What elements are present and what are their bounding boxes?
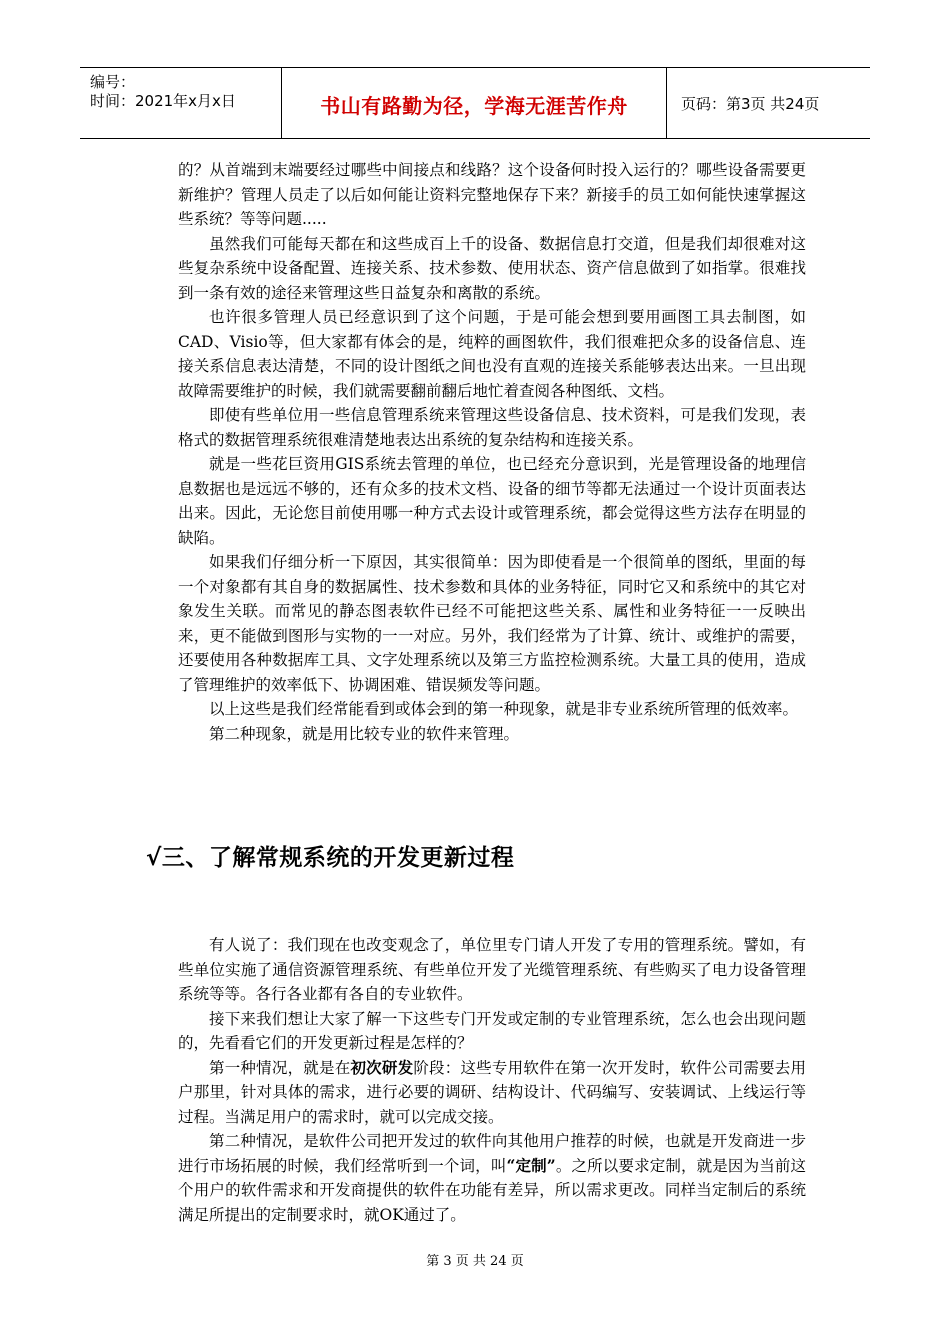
emphasis-customization: “定制” xyxy=(506,1155,556,1175)
body-section-2 xyxy=(178,933,806,1227)
emphasis-initial-development: 初次研发 xyxy=(350,1057,414,1077)
header-page-info: 页码：第3页 共24页 xyxy=(681,95,820,113)
paragraph-text: 第二种情况，是软件公司把开发过的软件向其他用户推荐的时候，也就是开发商进一步进行市场拓展的时候，我们经常听到一个词，叫 xyxy=(178,1132,806,1175)
paragraph: 也许很多管理人员已经意识到了这个问题，于是可能会想到要用画图工具去制图，如CAD、Visio等，但大家都有体会的是，纯粹的画图软件，我们很难把众多的设备信息、连接关系信息表达清楚，不同的设计图纸之间也没有直观的连接关系能够表达出来。一旦出现故障需要维护的时候，我们就需要翻前翻后地忙着查阅各种图纸、文档。 xyxy=(178,308,806,400)
header-motto: 书山有路勤为径，学海无涯苦作舟 xyxy=(320,94,628,118)
paragraph: 第二种现象，就是用比较专业的软件来管理。 xyxy=(209,724,520,743)
paragraph: 的？从首端到末端要经过哪些中间接点和线路？这个设备何时投入运行的？哪些设备需要更新维护？管理人员走了以后如何能让资料完整地保存下来？新接手的员工如何能快速掌握这些系统？等等问题..... xyxy=(178,161,806,228)
paragraph-text: 阶段：这些专用软件在第一次开发时，软件公司需要去用户那里，针对具体的需求，进行必要的调研、结构设计、代码编写、安装调试、上线运行等过程。当满足用户的需求时，就可以完成交接。 xyxy=(178,1058,806,1126)
paragraph-text: 第一种情况，就是在 xyxy=(209,1058,351,1077)
paragraph: 以上这些是我们经常能看到或体会到的第一种现象，就是非专业系统所管理的低效率。 xyxy=(209,700,799,718)
paragraph-text: 。之所以要求定制，就是因为当前这个用户的软件需求和开发商提供的软件在功能有差异，所以需求更改。同样当定制后的系统满足所提出的定制要求时，就OK通过了。 xyxy=(178,1156,806,1224)
paragraph: 如果我们仔细分析一下原因，其实很简单：因为即使看是一个很简单的图纸，里面的每一个对象都有其自身的数据属性、技术参数和具体的业务特征，同时它又和系统中的其它对象发生关联。而常见的静态图表软件已经不可能把这些关系、属性和业务特征一一反映出来，更不能做到图形与实物的一一对应。另外，我们经常为了计算、统计、或维护的需要，还要使用各种数据库工具、文字处理系统以及第三方监控检测系统。大量工具的使用，造成了管理维护的效率低下、协调困难、错误频发等问题。 xyxy=(178,553,806,694)
header-left-cell xyxy=(80,68,282,138)
page-footer: 第 3 页 共 24 页 xyxy=(426,1254,524,1269)
paragraph xyxy=(178,1056,806,1130)
header-page-cell xyxy=(667,68,870,138)
page-header xyxy=(80,67,870,139)
date-label: 时间：2021年x月x日 xyxy=(90,92,236,110)
paragraph: 有人说了：我们现在也改变观念了，单位里专门请人开发了专用的管理系统。譬如，有些单位实施了通信资源管理系统、有些单位开发了光缆管理系统、有些购买了电力设备管理系统等等。各行各业都有各自的专业软件。 xyxy=(178,936,806,1003)
section-heading: √三、了解常规系统的开发更新过程 xyxy=(146,845,515,871)
paragraph: 即使有些单位用一些信息管理系统来管理这些设备信息、技术资料，可是我们发现，表格式的数据管理系统很难清楚地表达出系统的复杂结构和连接关系。 xyxy=(178,406,806,449)
paragraph: 接下来我们想让大家了解一下这些专门开发或定制的专业管理系统，怎么也会出现问题的，先看看它们的开发更新过程是怎样的？ xyxy=(178,1009,806,1052)
paragraph xyxy=(178,1129,806,1227)
paragraph: 虽然我们可能每天都在和这些成百上千的设备、数据信息打交道，但是我们却很难对这些复杂系统中设备配置、连接关系、技术参数、使用状态、资产信息做到了如指掌。很难找到一条有效的途径来管理这些日益复杂和离散的系统。 xyxy=(178,234,806,302)
header-motto-cell xyxy=(282,68,667,138)
paragraph: 就是一些花巨资用GIS系统去管理的单位，也已经充分意识到，光是管理设备的地理信息数据也是远远不够的，还有众多的技术文档、设备的细节等都无法通过一个设计页面表达出来。因此，无论您目前使用哪一种方式去设计或管理系统，都会觉得这些方法存在明显的缺陷。 xyxy=(178,455,806,547)
code-label: 编号： xyxy=(90,73,136,91)
body-section-1 xyxy=(178,158,806,746)
